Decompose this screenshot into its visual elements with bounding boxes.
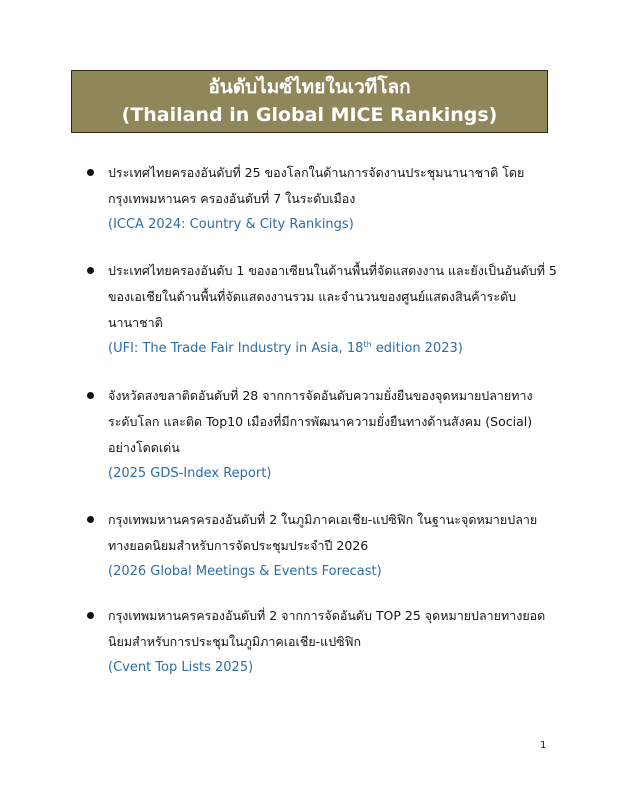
item-source-end: edition 2023) [371, 341, 463, 356]
item-source: (Cvent Top Lists 2025) [108, 660, 254, 675]
item-text: ประเทศไทยครองอันดับ 1 ของอาเซียนในด้านพื้นที่จัดแสดงงาน และยังเป็นอันดับที่ 5 ของเอเชียในด้านพื้นที่จัดแสดงงานรวม และจำนวนของศูนย์แสดงสินค้าระดับนานาชาติ [108, 263, 557, 330]
item-text: ประเทศไทยครองอันดับที่ 25 ของโลกในด้านการจัดงานประชุมนานาชาติ โดยกรุงเทพมหานคร ครองอันดับที่ 7 ในระดับเมือง [108, 165, 525, 206]
item-text: กรุงเทพมหานครครองอันดับที่ 2 จากการจัดอันดับ TOP 25 จุดหมายปลายทางยอดนิยมสำหรับการประชุมในภูมิภาคเอเชีย-แปซิฟิก [108, 608, 546, 649]
item-source: (2025 GDS-Index Report) [108, 466, 272, 481]
title-banner [71, 70, 548, 133]
page-number: 1 [540, 740, 547, 751]
bullet-icon [87, 267, 94, 274]
item-text: กรุงเทพมหานครครองอันดับที่ 2 ในภูมิภาคเอเชีย-แปซิฟิก ในฐานะจุดหมายปลายทางยอดนิยมสำหรับการจัดประชุมประจำปี 2026 [108, 512, 538, 553]
bullet-icon [87, 516, 94, 523]
bullet-icon [87, 169, 94, 176]
bullet-icon [87, 392, 94, 399]
ranking-list [87, 160, 557, 681]
list-item [87, 258, 557, 362]
list-item [87, 603, 557, 681]
item-source: (2026 Global Meetings & Events Forecast) [108, 564, 382, 579]
item-source-main: (UFI: The Trade Fair Industry in Asia, 18 [108, 341, 364, 356]
list-item [87, 507, 557, 585]
list-item [87, 160, 557, 238]
item-text: จังหวัดสงขลาติดอันดับที่ 28 จากการจัดอันดับความยั่งยืนของจุดหมายปลายทางระดับโลก และติด Top10 เมืองที่มีการพัฒนาความยั่งยืนทางด้านสังคม (Social) อย่างโดดเด่น [108, 388, 533, 455]
item-source [108, 336, 557, 362]
list-item [87, 383, 557, 487]
title-thai: อันดับไมซ์ไทยในเวทีโลก [208, 76, 411, 98]
item-source-superscript: th [363, 340, 372, 349]
bullet-icon [87, 612, 94, 619]
title-english: (Thailand in Global MICE Rankings) [121, 104, 498, 126]
item-source: (ICCA 2024: Country & City Rankings) [108, 217, 354, 232]
